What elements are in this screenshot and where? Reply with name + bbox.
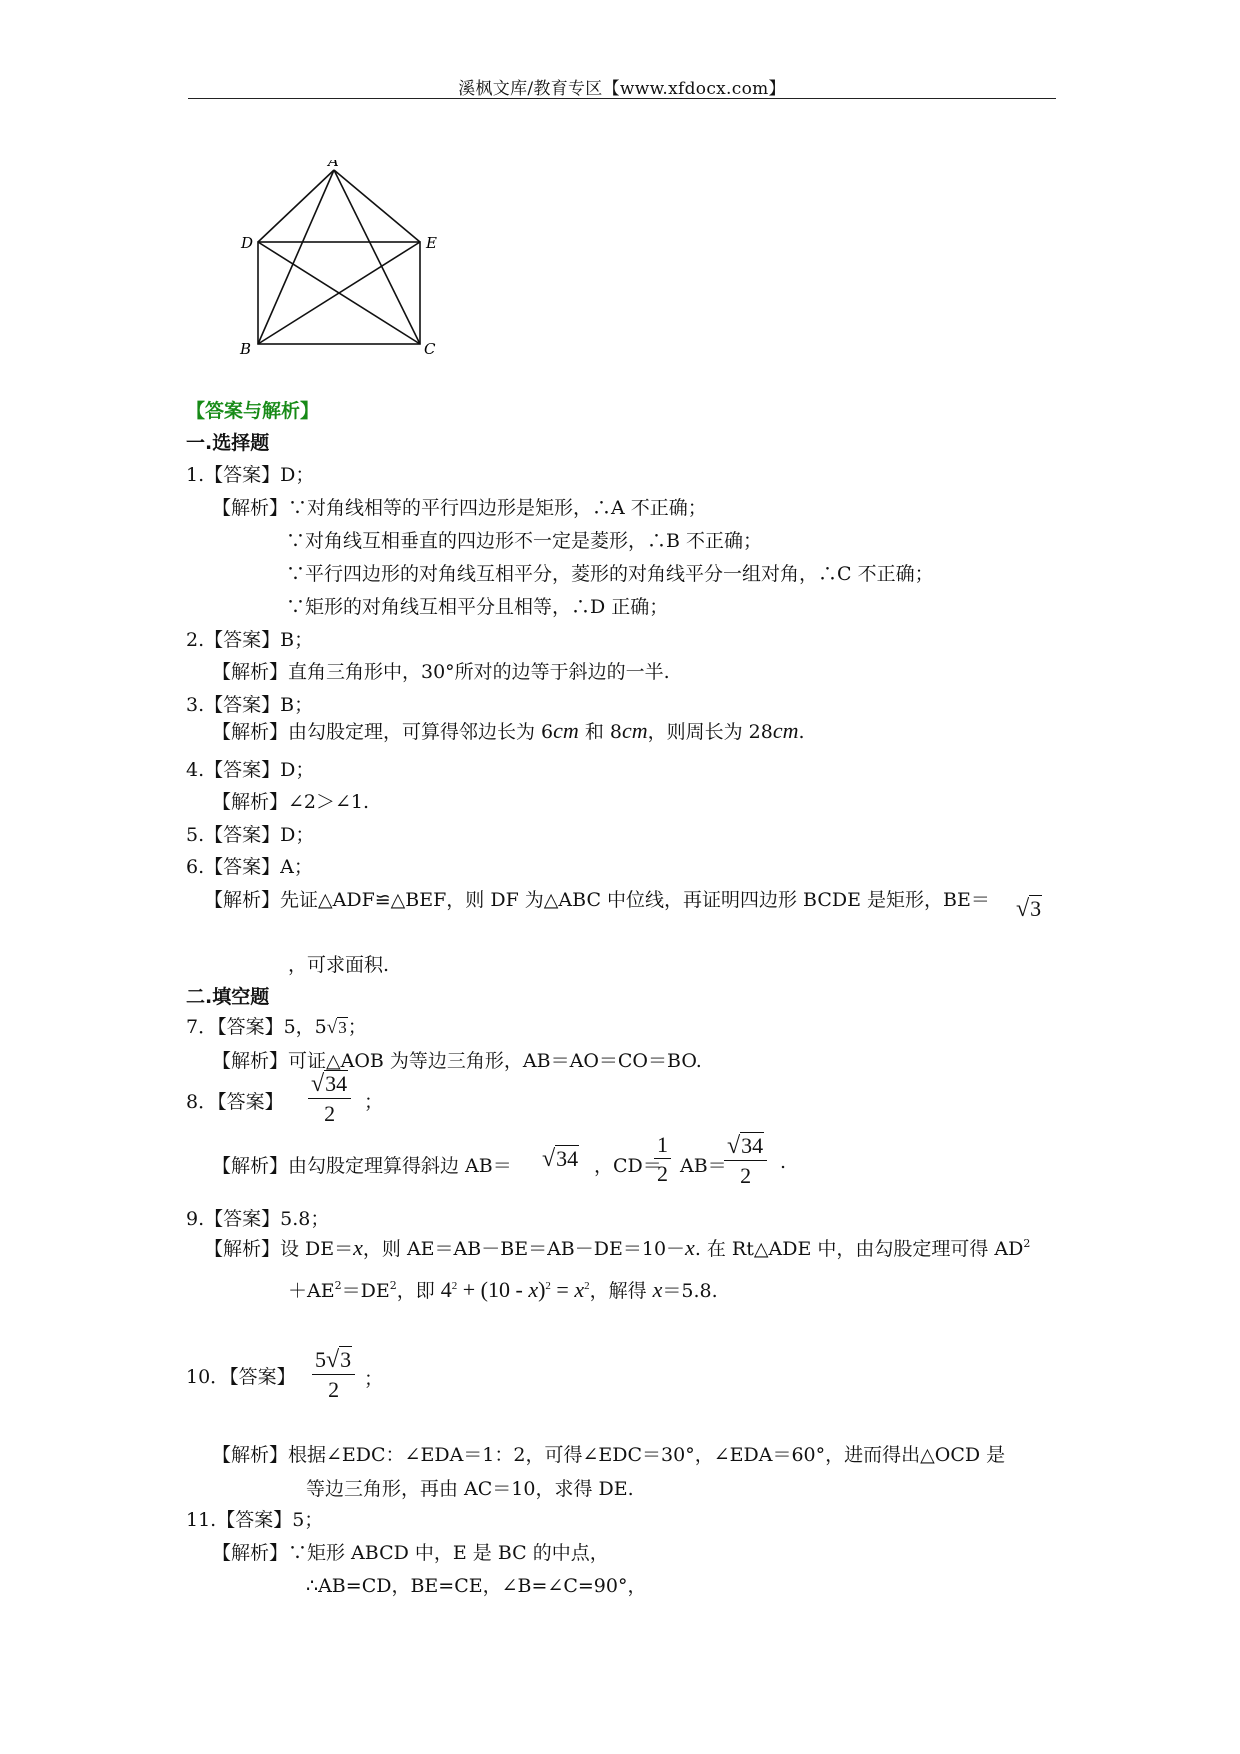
q3-unit: cm bbox=[553, 718, 579, 743]
q11-answer: 11.【答案】5； bbox=[186, 1509, 324, 1531]
q2-answer: 2.【答案】B； bbox=[186, 629, 314, 651]
section-heading-fill: 二.填空题 bbox=[186, 986, 270, 1008]
q8-analysis-frac-radicand: 34 bbox=[741, 1133, 764, 1158]
q9-answer: 9.【答案】5.8； bbox=[186, 1208, 330, 1230]
q4-analysis: 【解析】∠2＞∠1. bbox=[212, 791, 370, 813]
q6-radicand: 3 bbox=[1030, 896, 1042, 921]
q9-sup: 2 bbox=[1023, 1237, 1031, 1250]
q9-eq-close: ) bbox=[538, 1277, 546, 1302]
q9-line1-a: 【解析】设 DE＝ bbox=[204, 1238, 354, 1260]
q1-answer: 1.【答案】D； bbox=[186, 464, 315, 486]
q8-answer-fraction bbox=[308, 1072, 351, 1125]
q9-sup: 2 bbox=[334, 1279, 342, 1292]
label-b: B bbox=[240, 340, 252, 358]
q8-answer-label: 8．【答案】 bbox=[186, 1091, 284, 1113]
q10-sqrt: √3 bbox=[326, 1347, 352, 1373]
q8-analysis-frac-den: 2 bbox=[740, 1163, 752, 1188]
line-a-d bbox=[258, 170, 334, 242]
q11-analysis-line1: 【解析】∵矩形 ABCD 中，E 是 BC 的中点， bbox=[212, 1542, 609, 1564]
q9-var: x bbox=[353, 1235, 363, 1260]
q3-analysis-mid: 和 8 bbox=[578, 721, 622, 743]
q1-analysis-line: ∵对角线互相垂直的四边形不一定是菱形，∴B 不正确； bbox=[286, 530, 763, 552]
q9-eq-mid: + (10 - bbox=[457, 1277, 529, 1302]
line-a-c bbox=[334, 170, 420, 344]
q8-half-fraction bbox=[654, 1134, 671, 1185]
q7-answer bbox=[186, 1012, 367, 1039]
q9-var: x bbox=[685, 1235, 695, 1260]
q9-sup: 2 bbox=[584, 1280, 590, 1292]
q9-sup: 2 bbox=[451, 1280, 458, 1292]
q8-analysis-sqrt: √34 bbox=[542, 1146, 579, 1172]
pentagram-rectangle-diagram bbox=[230, 160, 460, 360]
geometry-figure bbox=[230, 160, 460, 365]
q3-analysis-period: . bbox=[798, 721, 805, 743]
q5-answer: 5.【答案】D； bbox=[186, 824, 315, 846]
q3-analysis bbox=[212, 717, 805, 744]
q8-half-num: 1 bbox=[654, 1134, 671, 1159]
section-heading-choice: 一.选择题 bbox=[186, 432, 270, 454]
q3-unit: cm bbox=[772, 718, 799, 743]
q8-analysis-radicand: 34 bbox=[556, 1146, 579, 1171]
q9-eq-base: 4 bbox=[440, 1277, 452, 1302]
q10-coef: 5 bbox=[315, 1347, 326, 1372]
q9-line2-b: ＝DE bbox=[341, 1280, 390, 1302]
q10-radicand: 3 bbox=[340, 1347, 352, 1372]
q9-line2-e: ＝5.8. bbox=[662, 1280, 718, 1302]
q9-analysis-line2 bbox=[288, 1276, 718, 1303]
q7-sqrt: √3 bbox=[326, 1017, 347, 1038]
q9-line1-b: ，则 AE＝AB－BE＝AB－DE＝10－ bbox=[362, 1238, 686, 1260]
q8-radicand: 34 bbox=[325, 1071, 348, 1096]
q9-eq-eq: = bbox=[550, 1277, 575, 1302]
header-rule bbox=[188, 98, 1056, 99]
q4-answer: 4.【答案】D； bbox=[186, 759, 315, 781]
q10-answer-suffix: ； bbox=[364, 1368, 384, 1390]
q3-analysis-prefix: 【解析】由勾股定理，可算得邻边长为 6 bbox=[212, 721, 554, 743]
q10-analysis-line1: 【解析】根据∠EDC：∠EDA＝1：2，可得∠EDC＝30°，∠EDA＝60°，进而得出△OCD 是 bbox=[212, 1444, 1006, 1466]
q8-answer-suffix: ； bbox=[364, 1091, 384, 1113]
q9-var: x bbox=[652, 1277, 663, 1302]
q8-analysis-frac-sqrt: √34 bbox=[727, 1133, 764, 1159]
q7-analysis: 【解析】可证△AOB 为等边三角形，AB＝AO＝CO＝BO. bbox=[212, 1050, 702, 1072]
q9-equation bbox=[441, 1277, 590, 1302]
q8-denominator: 2 bbox=[324, 1101, 336, 1126]
line-a-e bbox=[334, 170, 420, 242]
answers-section-title: 【答案与解析】 bbox=[186, 400, 320, 422]
q7-radicand: 3 bbox=[338, 1018, 347, 1037]
q1-analysis-line: ∵矩形的对角线互相平分且相等，∴D 正确； bbox=[286, 596, 669, 618]
q9-line2-c: ，即 bbox=[396, 1280, 441, 1302]
q7-answer-prefix: 7．【答案】5，5 bbox=[186, 1016, 327, 1038]
q8-answer-sqrt: √34 bbox=[311, 1071, 348, 1097]
label-d: D bbox=[241, 234, 254, 252]
q3-unit: cm bbox=[621, 718, 648, 743]
q3-answer: 3.【答案】B； bbox=[186, 694, 314, 716]
q6-analysis: 【解析】先证△ADF≌△BEF，则 DF 为△ABC 中位线，再证明四边形 BCDE 是矩形，BE＝ bbox=[204, 889, 990, 911]
q9-var: x bbox=[574, 1277, 585, 1302]
q6-answer: 6.【答案】A； bbox=[186, 856, 313, 878]
q10-analysis-line2: 等边三角形，再由 AC＝10，求得 DE. bbox=[306, 1478, 634, 1500]
q9-analysis-line1 bbox=[204, 1234, 1030, 1261]
q8-half-den: 2 bbox=[657, 1161, 668, 1186]
q9-sup: 2 bbox=[389, 1279, 397, 1292]
q10-answer-label: 10．【答案】 bbox=[186, 1366, 296, 1388]
q9-sup: 2 bbox=[545, 1280, 551, 1292]
q7-answer-suffix: ； bbox=[347, 1016, 367, 1038]
q1-analysis-line: 【解析】∵对角线相等的平行四边形是矩形，∴A 不正确； bbox=[212, 497, 707, 519]
q8-analysis-cd: ，CD＝ bbox=[594, 1155, 662, 1177]
label-e: E bbox=[426, 234, 437, 252]
q9-var: x bbox=[528, 1277, 539, 1302]
label-a: A bbox=[328, 160, 339, 170]
q8-analysis-fraction bbox=[724, 1134, 767, 1187]
q9-line2-a: ＋AE bbox=[288, 1280, 335, 1302]
q11-analysis-line2: ∴AB=CD，BE=CE，∠B=∠C=90°， bbox=[306, 1575, 647, 1597]
q2-analysis: 【解析】直角三角形中，30°所对的边等于斜边的一半. bbox=[212, 661, 670, 683]
q6-sqrt: √3 bbox=[1016, 896, 1042, 922]
line-a-b bbox=[258, 170, 334, 344]
q3-analysis-end: ，则周长为 28 bbox=[647, 721, 773, 743]
q8-analysis-prefix: 【解析】由勾股定理算得斜边 AB＝ bbox=[212, 1155, 512, 1177]
q10-denominator: 2 bbox=[328, 1377, 340, 1402]
q1-analysis-line: ∵平行四边形的对角线互相平分，菱形的对角线平分一组对角，∴C 不正确； bbox=[286, 563, 934, 585]
q8-analysis-ab: AB＝ bbox=[680, 1155, 727, 1177]
label-c: C bbox=[424, 340, 436, 358]
q10-answer-fraction bbox=[312, 1348, 355, 1401]
q8-analysis-end: . bbox=[780, 1151, 787, 1173]
page-header: 溪枫文库/教育专区【www.xfdocx.com】 bbox=[458, 79, 786, 99]
q6-tail: ，可求面积. bbox=[288, 954, 390, 976]
q9-line1-c: . 在 Rt△ADE 中，由勾股定理可得 AD bbox=[694, 1238, 1024, 1260]
q9-line2-d: ，解得 bbox=[589, 1280, 653, 1302]
